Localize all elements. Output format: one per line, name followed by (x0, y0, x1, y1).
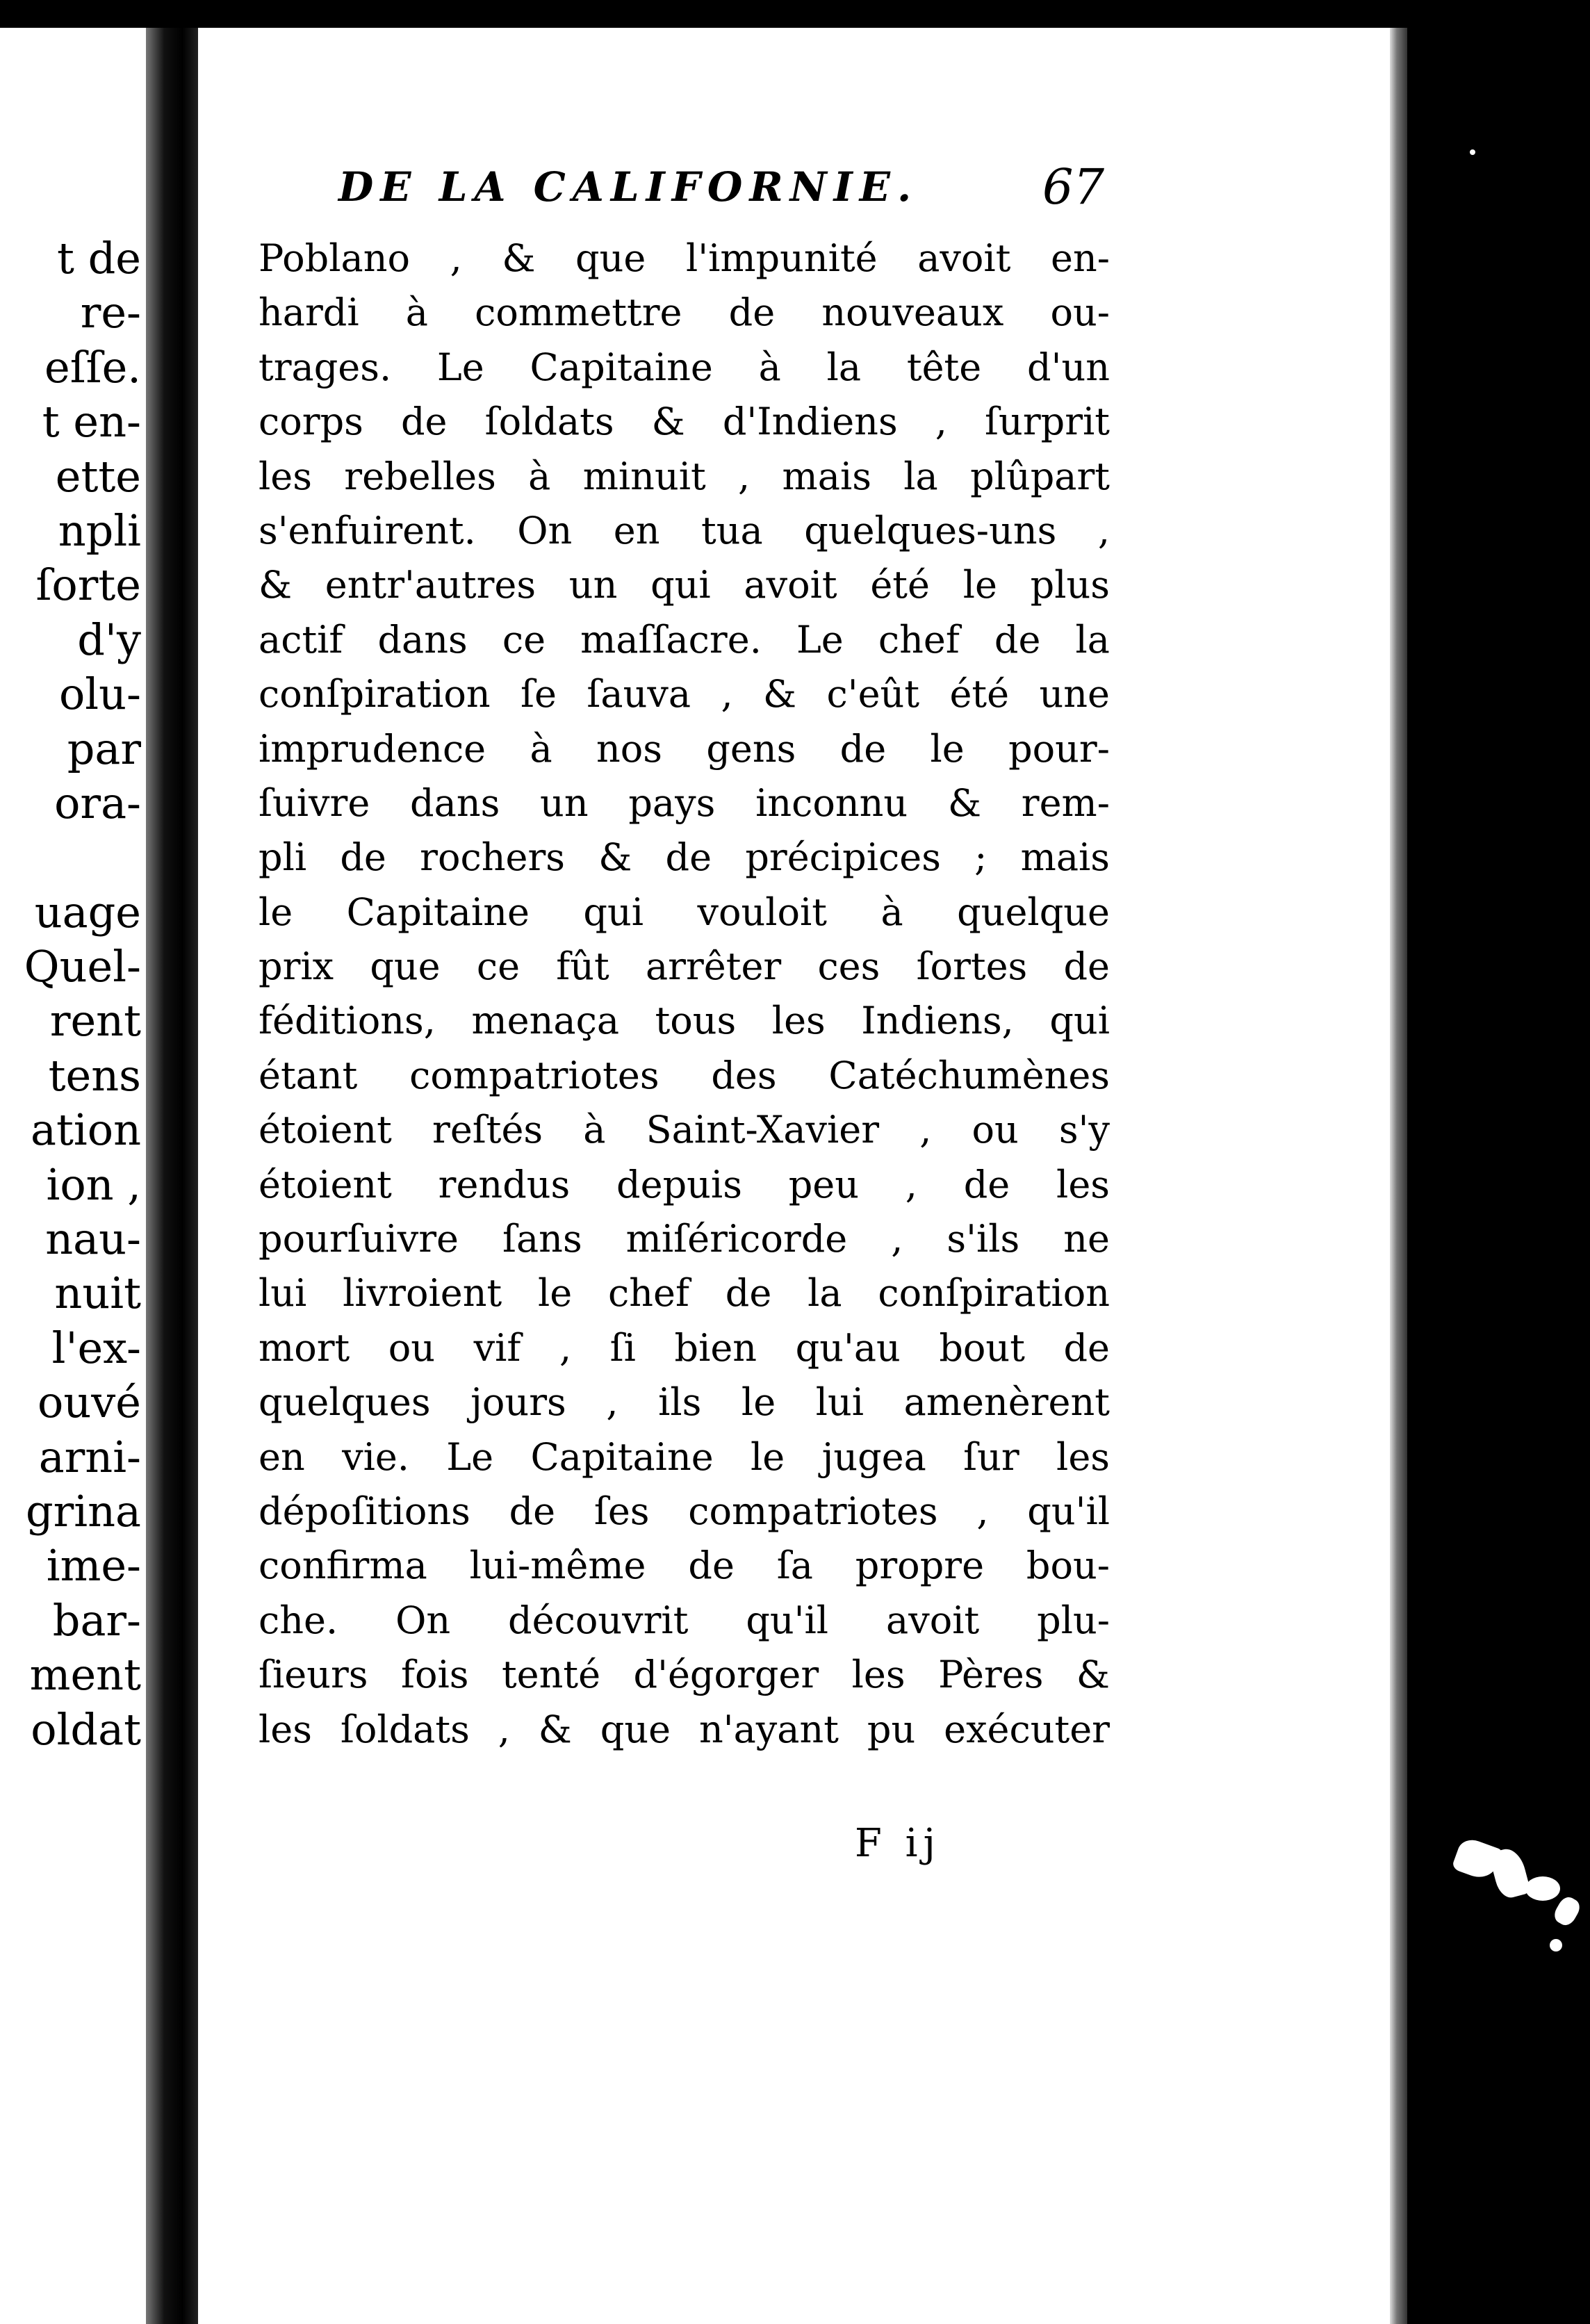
previous-page-line: ation (31, 1104, 141, 1156)
previous-page-line: arni- (38, 1431, 141, 1482)
previous-page-line: d'y (77, 614, 141, 665)
text-line: féditions, menaça tous les Indiens, qui (259, 999, 1110, 1043)
previous-page-line: bar- (52, 1594, 141, 1646)
text-line: che. On découvrit qu'il avoit plu- (259, 1598, 1110, 1642)
text-line: & entr'autres un qui avoit été le plus (259, 563, 1110, 607)
previous-page-line: t en- (42, 396, 141, 448)
previous-page-line (0, 830, 141, 885)
book-gutter (146, 28, 198, 2324)
text-line: les ſoldats , & que n'ayant pu exécuter (259, 1707, 1110, 1751)
previous-page-line: Quel- (24, 941, 141, 992)
scan-artifact (1551, 1894, 1583, 1929)
scan-artifact (1470, 149, 1475, 155)
previous-page-line: olu- (58, 669, 141, 720)
text-line: en vie. Le Capitaine le jugea ſur les (259, 1434, 1110, 1479)
running-head: DE LA CALIFORNIE. (338, 163, 919, 211)
text-line: hardi à commettre de nouveaux ou- (259, 290, 1110, 335)
text-line: lui livroient le chef de la conſpiration (259, 1271, 1110, 1316)
previous-page-line: ſorte (35, 559, 141, 611)
text-line: corps de ſoldats & d'Indiens , ſurprit (259, 400, 1110, 444)
text-line: imprudence à nos gens de le pour- (259, 726, 1110, 771)
previous-page-line: ime- (46, 1540, 141, 1591)
previous-page-line: ette (55, 450, 141, 502)
text-line: confirma lui-même de ſa propre bou- (259, 1544, 1110, 1588)
page-number: 67 (1042, 158, 1105, 215)
page-edge-shadow (1390, 28, 1407, 2324)
text-line: les rebelles à minuit , mais la plûpart (259, 454, 1110, 498)
previous-page-line: npli (58, 505, 141, 556)
previous-page-line: uage (34, 886, 141, 938)
previous-page-line: t de (56, 233, 141, 284)
previous-page-line: tens (48, 1049, 141, 1101)
text-line: pli de rochers & de précipices ; mais (259, 835, 1110, 880)
previous-page-line: ment (29, 1649, 141, 1701)
text-line: s'enfuirent. On en tua quelques-uns , (259, 508, 1110, 553)
text-line: étoient reſtés à Saint-Xavier , ou s'y (259, 1108, 1110, 1152)
previous-page-line: eſſe. (44, 341, 141, 393)
previous-page-line: nuit (54, 1268, 141, 1319)
text-line: Poblano , & que l'impunité avoit en- (259, 236, 1110, 280)
signature-mark: F ij (855, 1821, 941, 1866)
previous-page-line: ouvé (38, 1377, 141, 1428)
previous-page-line: l'ex- (51, 1322, 141, 1373)
text-line: mort ou vif , ſi bien qu'au bout de (259, 1325, 1110, 1370)
text-line: ſuivre dans un pays inconnu & rem- (259, 780, 1110, 825)
text-line: ſieurs fois tenté d'égorger les Pères & (259, 1653, 1110, 1697)
book-edge (1407, 0, 1590, 2324)
text-line: le Capitaine qui vouloit à quelque (259, 890, 1110, 934)
previous-page-line: oldat (31, 1703, 141, 1755)
previous-page-line: grina (25, 1485, 141, 1537)
text-line: quelques jours , ils le lui amenèrent (259, 1380, 1110, 1425)
previous-page-line: ion , (46, 1159, 141, 1210)
previous-page-line: nau- (45, 1213, 141, 1265)
previous-page-text (0, 231, 141, 1757)
text-line: dépoſitions de ſes compatriotes , qu'il (259, 1489, 1110, 1533)
previous-page-line: par (67, 723, 141, 774)
text-line: actif dans ce maſſacre. Le chef de la (259, 617, 1110, 662)
text-line: prix que ce fût arrêter ces ſortes de (259, 944, 1110, 989)
previous-page-line: re- (80, 287, 141, 338)
text-line: étoient rendus depuis peu , de les (259, 1162, 1110, 1206)
scan-artifact (1489, 1845, 1532, 1900)
text-line: pourſuivre ſans miſéricorde , s'ils ne (259, 1217, 1110, 1261)
previous-page-line: rent (49, 995, 141, 1047)
body-text (259, 231, 1110, 1757)
text-line: trages. Le Capitaine à la tête d'un (259, 345, 1110, 389)
previous-page-fragment (0, 28, 156, 2324)
text-line: étant compatriotes des Catéchumènes (259, 1053, 1110, 1097)
scan-artifact (1525, 1876, 1560, 1901)
previous-page-line: ora- (54, 777, 141, 828)
scan-artifact (1550, 1939, 1562, 1951)
text-line: conſpiration ſe ſauva , & c'eût été une (259, 672, 1110, 717)
